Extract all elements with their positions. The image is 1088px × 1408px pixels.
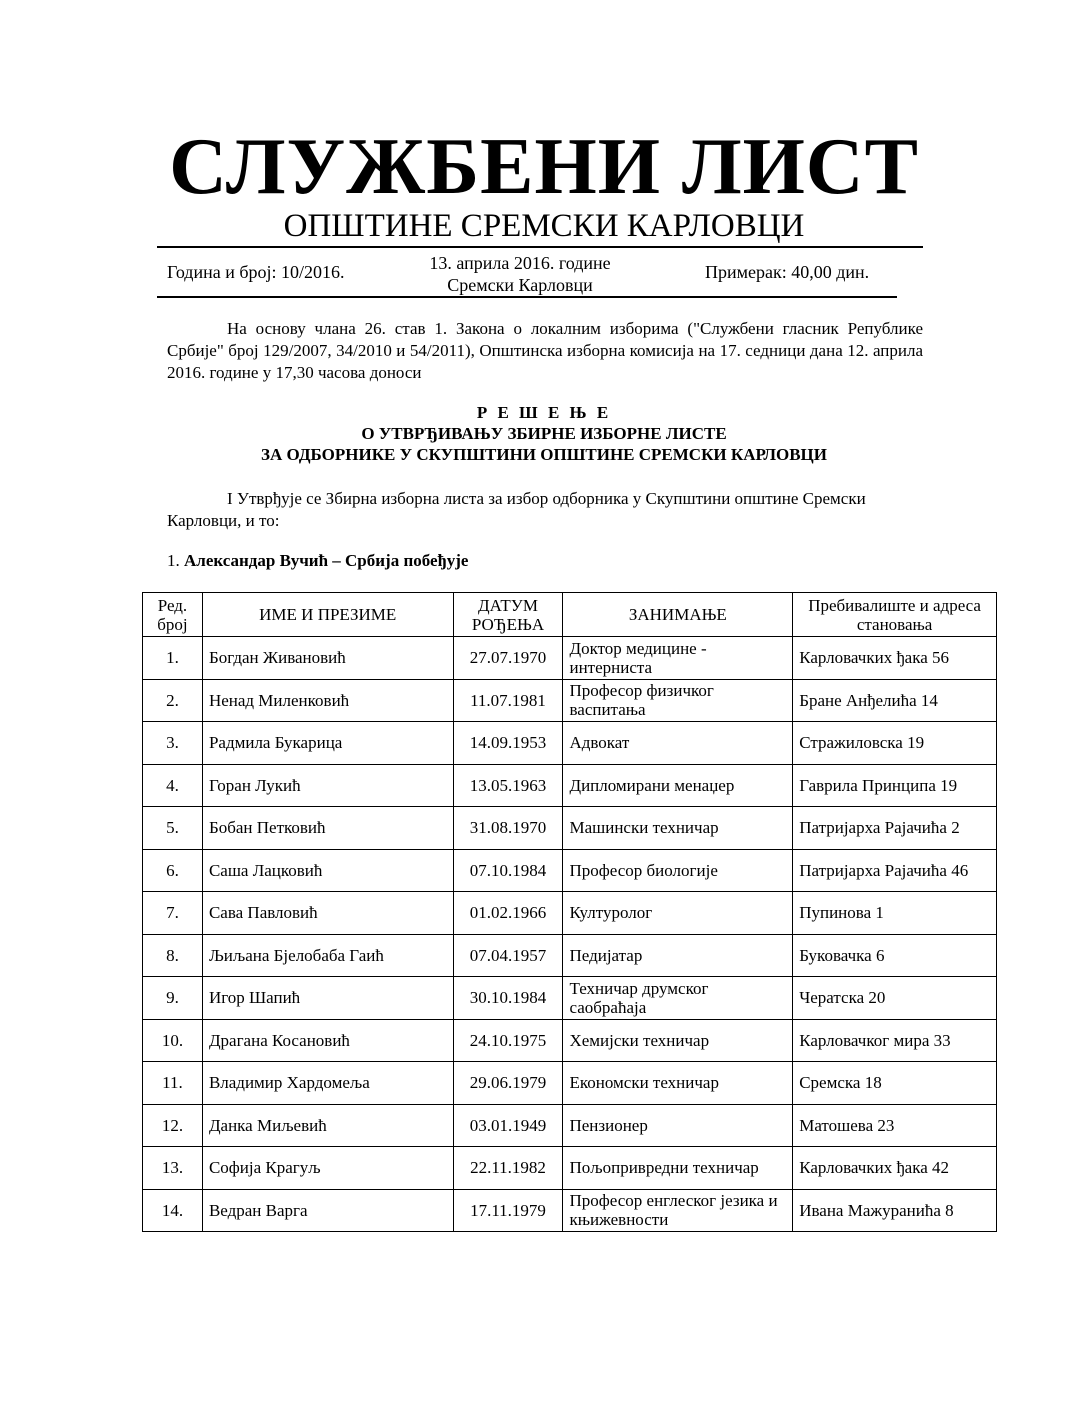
cell-name: Бобан Петковић <box>202 807 453 850</box>
cell-name: Радмила Букарица <box>202 722 453 765</box>
cell-num: 14. <box>143 1189 203 1232</box>
table-row <box>143 637 997 680</box>
cell-num: 2. <box>143 679 203 722</box>
cell-occupation: Професор биологије <box>563 849 793 892</box>
table-row <box>143 849 997 892</box>
decision-heading-block <box>0 402 1088 465</box>
cell-num: 4. <box>143 764 203 807</box>
cell-address: Патријарха Рајачића 2 <box>793 807 997 850</box>
table-header-row <box>143 593 997 637</box>
issue-price: Примерак: 40,00 дин. <box>705 262 870 282</box>
cell-address: Карловачких ђака 42 <box>793 1147 997 1190</box>
cell-dob: 07.10.1984 <box>453 849 563 892</box>
cell-dob: 17.11.1979 <box>453 1189 563 1232</box>
electoral-list-title <box>167 551 468 571</box>
cell-address: Сремска 18 <box>793 1062 997 1105</box>
cell-num: 11. <box>143 1062 203 1105</box>
cell-dob: 03.01.1949 <box>453 1104 563 1147</box>
table-row <box>143 807 997 850</box>
cell-name: Драгана Косановић <box>202 1019 453 1062</box>
cell-occupation: Професор енглеског језика и књижевности <box>563 1189 793 1232</box>
cell-address: Патријарха Рајачића 46 <box>793 849 997 892</box>
header-rule-bottom <box>157 296 897 298</box>
cell-address: Буковачка 6 <box>793 934 997 977</box>
cell-dob: 14.09.1953 <box>453 722 563 765</box>
cell-occupation: Педијатар <box>563 934 793 977</box>
cell-dob: 29.06.1979 <box>453 1062 563 1105</box>
issue-place: Сремски Карловци <box>447 275 593 295</box>
cell-name: Богдан Живановић <box>202 637 453 680</box>
table-row <box>143 1019 997 1062</box>
cell-occupation: Културолог <box>563 892 793 935</box>
cell-num: 7. <box>143 892 203 935</box>
cell-dob: 22.11.1982 <box>453 1147 563 1190</box>
cell-name: Ненад Миленковић <box>202 679 453 722</box>
issue-number: Година и број: 10/2016. <box>167 262 345 282</box>
cell-dob: 07.04.1957 <box>453 934 563 977</box>
cell-dob: 24.10.1975 <box>453 1019 563 1062</box>
cell-num: 6. <box>143 849 203 892</box>
cell-dob: 13.05.1963 <box>453 764 563 807</box>
cell-occupation: Економски техничар <box>563 1062 793 1105</box>
cell-name: Сава Павловић <box>202 892 453 935</box>
cell-dob: 27.07.1970 <box>453 637 563 680</box>
cell-name: Софија Крагуљ <box>202 1147 453 1190</box>
preamble-paragraph: На основу члана 26. став 1. Закона о локалним изборима ("Службени гласник Републике Србије" број 129/2007, 34/2010 и 54/2011), Општинска изборна комисија на 17. седници дана 12. априла 2016. године у 17,30 часова доноси <box>167 319 923 382</box>
table-row <box>143 679 997 722</box>
gazette-title: СЛУЖБЕНИ ЛИСТ <box>169 123 919 211</box>
cell-address: Ивана Мажуранића 8 <box>793 1189 997 1232</box>
table-row <box>143 764 997 807</box>
table-row <box>143 1189 997 1232</box>
cell-address: Пупинова 1 <box>793 892 997 935</box>
cell-name: Игор Шапић <box>202 977 453 1020</box>
cell-dob: 11.07.1981 <box>453 679 563 722</box>
gazette-subtitle: ОПШТИНЕ СРЕМСКИ КАРЛОВЦИ <box>283 208 805 244</box>
cell-name: Горан Лукић <box>202 764 453 807</box>
cell-address: Бране Анђелића 14 <box>793 679 997 722</box>
table-row <box>143 722 997 765</box>
cell-num: 12. <box>143 1104 203 1147</box>
cell-occupation: Професор физичког васпитања <box>563 679 793 722</box>
cell-dob: 30.10.1984 <box>453 977 563 1020</box>
cell-num: 5. <box>143 807 203 850</box>
table-row <box>143 1147 997 1190</box>
issue-date-place <box>400 252 640 296</box>
header-rule-top <box>157 246 923 248</box>
list-name: Александар Вучић – Србија побеђује <box>184 551 469 570</box>
cell-name: Саша Лацковић <box>202 849 453 892</box>
cell-dob: 01.02.1966 <box>453 892 563 935</box>
header-num: Ред. број <box>143 593 203 637</box>
cell-num: 13. <box>143 1147 203 1190</box>
candidate-table <box>142 592 997 1232</box>
cell-address: Карловачких ђака 56 <box>793 637 997 680</box>
cell-num: 1. <box>143 637 203 680</box>
cell-name: Владимир Хардомеља <box>202 1062 453 1105</box>
cell-occupation: Хемијски техничар <box>563 1019 793 1062</box>
table-row <box>143 1062 997 1105</box>
cell-num: 3. <box>143 722 203 765</box>
cell-num: 9. <box>143 977 203 1020</box>
cell-address: Гаврила Принципа 19 <box>793 764 997 807</box>
cell-occupation: Пољопривредни техничар <box>563 1147 793 1190</box>
cell-dob: 31.08.1970 <box>453 807 563 850</box>
cell-address: Карловачког мира 33 <box>793 1019 997 1062</box>
cell-occupation: Техничар друмског саобраћаја <box>563 977 793 1020</box>
cell-name: Данка Миљевић <box>202 1104 453 1147</box>
cell-num: 8. <box>143 934 203 977</box>
cell-num: 10. <box>143 1019 203 1062</box>
section-i-paragraph: I Утврђује се Збирна изборна листа за избор одборника у Скупштини општине Сремски Карловци, и то: <box>167 489 866 530</box>
table-row <box>143 977 997 1020</box>
cell-name: Љиљана Бјелобаба Гаић <box>202 934 453 977</box>
table-row <box>143 1104 997 1147</box>
cell-occupation: Адвокат <box>563 722 793 765</box>
issue-date: 13. априла 2016. године <box>429 253 611 273</box>
header-name: ИМЕ И ПРЕЗИМЕ <box>202 593 453 637</box>
decision-title-line-1: О УТВРЂИВАЊУ ЗБИРНЕ ИЗБОРНЕ ЛИСТЕ <box>361 424 727 443</box>
cell-address: Матошева 23 <box>793 1104 997 1147</box>
cell-address: Чератска 20 <box>793 977 997 1020</box>
header-occupation: ЗАНИМАЊЕ <box>563 593 793 637</box>
decision-title-line-2: ЗА ОДБОРНИКЕ У СКУПШТИНИ ОПШТИНЕ СРЕМСКИ КАРЛОВЦИ <box>260 445 827 464</box>
cell-address: Стражиловска 19 <box>793 722 997 765</box>
header-dob: ДАТУМ РОЂЕЊА <box>453 593 563 637</box>
decision-heading: Р Е Ш Е Њ Е <box>476 403 612 422</box>
cell-name: Ведран Варга <box>202 1189 453 1232</box>
cell-occupation: Доктор медицине - интерниста <box>563 637 793 680</box>
table-body <box>143 637 997 1232</box>
table-row <box>143 934 997 977</box>
cell-occupation: Пензионер <box>563 1104 793 1147</box>
header-address: Пребивалиште и адреса становања <box>793 593 997 637</box>
cell-occupation: Дипломирани менаџер <box>563 764 793 807</box>
table-row <box>143 892 997 935</box>
list-number: 1. <box>167 551 184 570</box>
cell-occupation: Машински техничар <box>563 807 793 850</box>
